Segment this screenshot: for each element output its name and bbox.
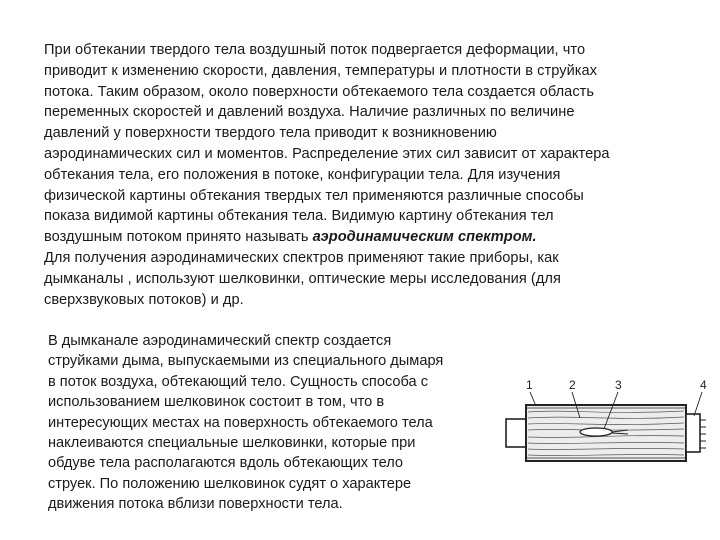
- key-term: аэродинамическим спектром.: [312, 229, 537, 246]
- text-line: сверхзвуковых потоков) и др.: [44, 291, 244, 308]
- text-line: физической картины обтекания твердых тел применяются различные способы: [44, 187, 584, 204]
- tested-body: [580, 428, 612, 436]
- figure-label-4: 4: [700, 378, 707, 392]
- text-line: обтекания тела, его положения в потоке, конфигурации тела. Для изучения: [44, 166, 561, 183]
- text-line: интересующих местах на поверхность обтекаемого тела: [48, 414, 433, 431]
- text-line: Для получения аэродинамических спектров применяют такие приборы, как: [44, 249, 559, 266]
- end-cap-ticks: [700, 420, 706, 448]
- silk-tufts-figure: [496, 372, 716, 482]
- text-line: струек. По положению шелковинок судят о характере: [48, 475, 412, 492]
- end-cap-right: [686, 414, 700, 452]
- text-line: движения потока вблизи поверхности тела.: [48, 496, 343, 513]
- text-line: дымканалы , используют шелковинки, оптические меры исследования (для: [44, 270, 561, 287]
- text-line: наклеиваются специальные шелковинки, которые при: [48, 435, 416, 452]
- figure-label-2: 2: [569, 378, 576, 392]
- text-line: При обтекании твердого тела воздушный поток подвергается деформации, что: [44, 42, 586, 58]
- smoke-channel-paragraph: [48, 331, 508, 515]
- text-line: показа видимой картины обтекания тела. Видимую картину обтекания тел: [44, 208, 554, 225]
- text-line: в поток воздуха, обтекающий тело. Сущность способа с: [48, 373, 429, 390]
- text-line: давлений у поверхности твердого тела приводит к возникновению: [44, 125, 497, 142]
- text-line: В дымканале аэродинамический спектр создается: [48, 333, 392, 349]
- text-line: аэродинамических сил и моментов. Распределение этих сил зависит от характера: [44, 145, 610, 162]
- intro-paragraph: [44, 40, 684, 310]
- figure-label-3: 3: [615, 378, 622, 392]
- text-line: потока. Таким образом, около поверхности обтекаемого тела создается область: [44, 83, 595, 100]
- text-line-with-term: [44, 227, 684, 248]
- end-cap-left: [506, 419, 526, 447]
- text-line: приводит к изменению скорости, давления, температуры и плотности в струйках: [44, 62, 598, 79]
- text-line: переменных скоростей и давлений воздуха. Наличие различных по величине: [44, 104, 575, 121]
- text-fragment: воздушным потоком принято называть: [44, 229, 313, 246]
- figure-label-1: 1: [526, 378, 533, 392]
- text-line: обдуве тела располагаются вдоль обтекающих тело: [48, 455, 404, 472]
- text-line: струйками дыма, выпускаемыми из специального дымаря: [48, 353, 444, 370]
- text-line: использованием шелковинок состоит в том, что в: [48, 394, 385, 411]
